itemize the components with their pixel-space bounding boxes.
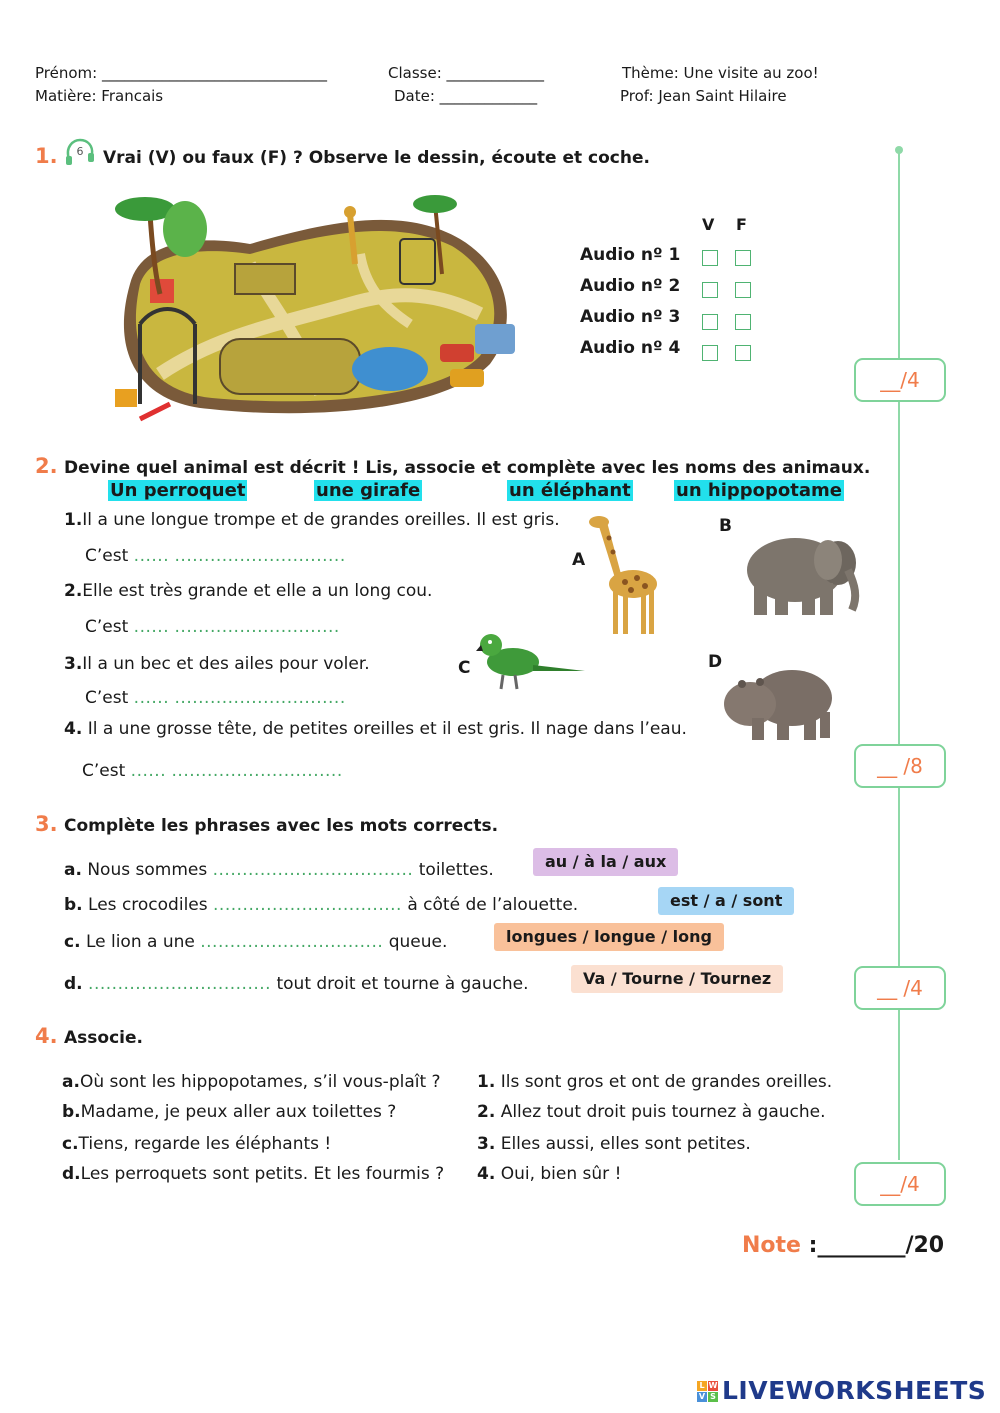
hippo-image — [722, 656, 837, 744]
s3-c-before: Le lion a une — [85, 932, 195, 952]
classe-field: Classe: _____________ — [388, 64, 545, 82]
audio-track-number: 6 — [76, 145, 84, 158]
s4-left-b[interactable] — [62, 1102, 396, 1122]
audio3-v-checkbox[interactable] — [702, 314, 718, 330]
s4-left-c-text: Tiens, regarde les éléphants ! — [78, 1134, 332, 1154]
note-label: Note — [742, 1233, 801, 1258]
s3-sentence-c — [64, 932, 447, 952]
s3-sentence-a — [64, 860, 494, 880]
s3-b-letter: b. — [64, 895, 83, 915]
s4-left-b-text: Madame, je peux aller aux toilettes ? — [80, 1102, 397, 1122]
s2-answer4-article-blank[interactable]: ...... — [130, 761, 167, 781]
note-max: /20 — [905, 1233, 945, 1258]
section2-title: Devine quel animal est décrit ! Lis, associe et complète avec les noms des animaux. — [64, 458, 871, 478]
s2-answer2-prefix: C’est — [85, 617, 129, 637]
label-c: C — [458, 658, 471, 678]
section2-number: 2. — [35, 454, 58, 478]
s3-b-before: Les crocodiles — [88, 895, 208, 915]
s4-left-d-text: Les perroquets sont petits. Et les fourmis ? — [80, 1164, 445, 1184]
audio1-f-checkbox[interactable] — [735, 250, 751, 266]
s3-a-after: toilettes. — [418, 860, 494, 880]
s2-answer3-prefix: C’est — [85, 688, 129, 708]
s2-item3-text: Il a un bec et des ailes pour voler. — [82, 654, 370, 674]
audio2-f-checkbox[interactable] — [735, 282, 751, 298]
s4-right-1[interactable] — [477, 1072, 832, 1092]
s2-item4 — [64, 719, 687, 739]
note-blank[interactable]: ________ — [817, 1233, 906, 1258]
score-box-section2: __ /8 — [854, 744, 946, 788]
theme-text: Thème: Une visite au zoo! — [622, 64, 819, 82]
audio-track-icon[interactable] — [63, 137, 95, 169]
liveworksheets-logo-icon — [697, 1381, 719, 1403]
s2-item3 — [64, 654, 370, 674]
s4-right-3-num: 3. — [477, 1134, 496, 1154]
s3-a-letter: a. — [64, 860, 82, 880]
s4-left-c-letter: c. — [62, 1134, 79, 1154]
audio1-v-checkbox[interactable] — [702, 250, 718, 266]
audio-label-2: Audio nº 2 — [580, 276, 681, 296]
prenom-field: Prénom: ______________________________ — [35, 64, 327, 82]
s2-answer4-noun-blank[interactable]: ............................. — [171, 761, 343, 781]
s3-d-blank[interactable]: ............................... — [88, 974, 272, 994]
s4-right-4[interactable] — [477, 1164, 621, 1184]
s4-right-2[interactable] — [477, 1102, 826, 1122]
giraffe-image — [585, 512, 665, 637]
elephant-image — [740, 525, 865, 620]
s4-left-b-letter: b. — [62, 1102, 81, 1122]
s3-d-choices: Va / Tourne / Tournez — [571, 965, 783, 993]
s4-right-1-text: Ils sont gros et ont de grandes oreilles. — [500, 1072, 833, 1092]
s3-c-letter: c. — [64, 932, 81, 952]
s2-answer1-article-blank[interactable]: ...... — [133, 546, 170, 566]
s2-answer2-noun-blank[interactable]: ............................ — [174, 617, 340, 637]
score-line-dot — [895, 146, 903, 154]
s2-item3-num: 3. — [64, 654, 83, 674]
liveworksheets-brand: LIVEWORKSHEETS — [722, 1376, 987, 1405]
s4-left-d-letter: d. — [62, 1164, 81, 1184]
s2-answer2-article-blank[interactable]: ...... — [133, 617, 170, 637]
section3-title: Complète les phrases avec les mots corrects. — [64, 816, 499, 836]
s2-answer4[interactable] — [82, 761, 343, 781]
s3-c-choices: longues / longue / long — [494, 923, 724, 951]
s3-sentence-b — [64, 895, 578, 915]
s3-c-after: queue. — [388, 932, 448, 952]
s2-item2-num: 2. — [64, 581, 83, 601]
s3-c-blank[interactable]: ............................... — [200, 932, 384, 952]
s4-right-3[interactable] — [477, 1134, 751, 1154]
date-field: Date: _____________ — [394, 87, 538, 105]
zoo-map-illustration — [100, 184, 520, 424]
s4-left-a[interactable] — [62, 1072, 441, 1092]
s3-d-letter: d. — [64, 974, 83, 994]
s2-answer3[interactable] — [85, 688, 346, 708]
note-total — [742, 1233, 944, 1258]
audio-label-3: Audio nº 3 — [580, 307, 681, 327]
s3-b-blank[interactable]: ................................ — [213, 895, 402, 915]
s3-b-choices: est / a / sont — [658, 887, 794, 915]
s4-right-4-text: Oui, bien sûr ! — [500, 1164, 622, 1184]
word-girafe: une girafe — [316, 480, 421, 501]
audio-label-4: Audio nº 4 — [580, 338, 681, 358]
word-hippopotame: un hippopotame — [676, 480, 842, 501]
label-a: A — [572, 550, 586, 570]
logo-tile-w: W — [708, 1381, 718, 1390]
s3-a-blank[interactable]: .................................. — [212, 860, 414, 880]
s2-item2 — [64, 581, 432, 601]
s4-left-a-letter: a. — [62, 1072, 80, 1092]
s2-item4-num: 4. — [64, 719, 83, 739]
s2-item1-num: 1. — [64, 510, 83, 530]
s2-item1-text: Il a une longue trompe et de grandes oreilles. Il est gris. — [82, 510, 560, 530]
matiere-field: Matière: Francais — [35, 87, 164, 105]
s3-d-after: tout droit et tourne à gauche. — [276, 974, 529, 994]
s2-answer1[interactable] — [85, 546, 346, 566]
score-box-section1: __/4 — [854, 358, 946, 402]
logo-tile-l: L — [697, 1381, 707, 1391]
s4-right-1-num: 1. — [477, 1072, 496, 1092]
section1-number: 1. — [35, 144, 58, 168]
s4-right-3-text: Elles aussi, elles sont petites. — [500, 1134, 751, 1154]
s4-left-c[interactable] — [62, 1134, 331, 1154]
s2-item1 — [64, 510, 560, 530]
s4-right-2-text: Allez tout droit puis tournez à gauche. — [500, 1102, 826, 1122]
s4-left-a-text: Où sont les hippopotames, s’il vous-plaît ? — [79, 1072, 441, 1092]
s2-item4-text: Il a une grosse tête, de petites oreilles et il est gris. Il nage dans l’eau. — [87, 719, 687, 739]
s2-answer3-article-blank[interactable]: ...... — [133, 688, 170, 708]
label-d: D — [708, 652, 723, 672]
s3-a-choices: au / à la / aux — [533, 848, 678, 876]
section4-title: Associe. — [64, 1028, 143, 1048]
section4-number: 4. — [35, 1024, 58, 1048]
audio4-v-checkbox[interactable] — [702, 345, 718, 361]
s3-sentence-d — [64, 974, 528, 994]
s2-answer2[interactable] — [85, 617, 340, 637]
s2-answer1-prefix: C’est — [85, 546, 129, 566]
s2-answer3-noun-blank[interactable]: ............................. — [174, 688, 346, 708]
s4-left-d[interactable] — [62, 1164, 444, 1184]
parrot-image — [473, 627, 588, 695]
s2-answer1-noun-blank[interactable]: ............................. — [174, 546, 346, 566]
word-elephant: un éléphant — [509, 480, 631, 501]
score-box-section4: __/4 — [854, 1162, 946, 1206]
s4-right-4-num: 4. — [477, 1164, 496, 1184]
section3-number: 3. — [35, 812, 58, 836]
col-f-label: F — [736, 215, 747, 234]
audio-label-1: Audio nº 1 — [580, 245, 681, 265]
word-perroquet: Un perroquet — [110, 480, 246, 501]
section1-title: Vrai (V) ou faux (F) ? Observe le dessin, écoute et coche. — [103, 148, 650, 168]
s4-right-2-num: 2. — [477, 1102, 496, 1122]
note-colon: : — [808, 1233, 818, 1258]
col-v-label: V — [702, 215, 715, 234]
s3-a-before: Nous sommes — [87, 860, 208, 880]
audio3-f-checkbox[interactable] — [735, 314, 751, 330]
prof-text: Prof: Jean Saint Hilaire — [620, 87, 787, 105]
logo-tile-s: S — [708, 1392, 718, 1402]
logo-tile-v: V — [698, 1392, 706, 1401]
audio4-f-checkbox[interactable] — [735, 345, 751, 361]
label-b: B — [719, 516, 732, 536]
s2-answer4-prefix: C’est — [82, 761, 126, 781]
s2-item2-text: Elle est très grande et elle a un long cou. — [82, 581, 433, 601]
score-box-section3: __ /4 — [854, 966, 946, 1010]
s3-b-after: à côté de l’alouette. — [407, 895, 579, 915]
audio2-v-checkbox[interactable] — [702, 282, 718, 298]
